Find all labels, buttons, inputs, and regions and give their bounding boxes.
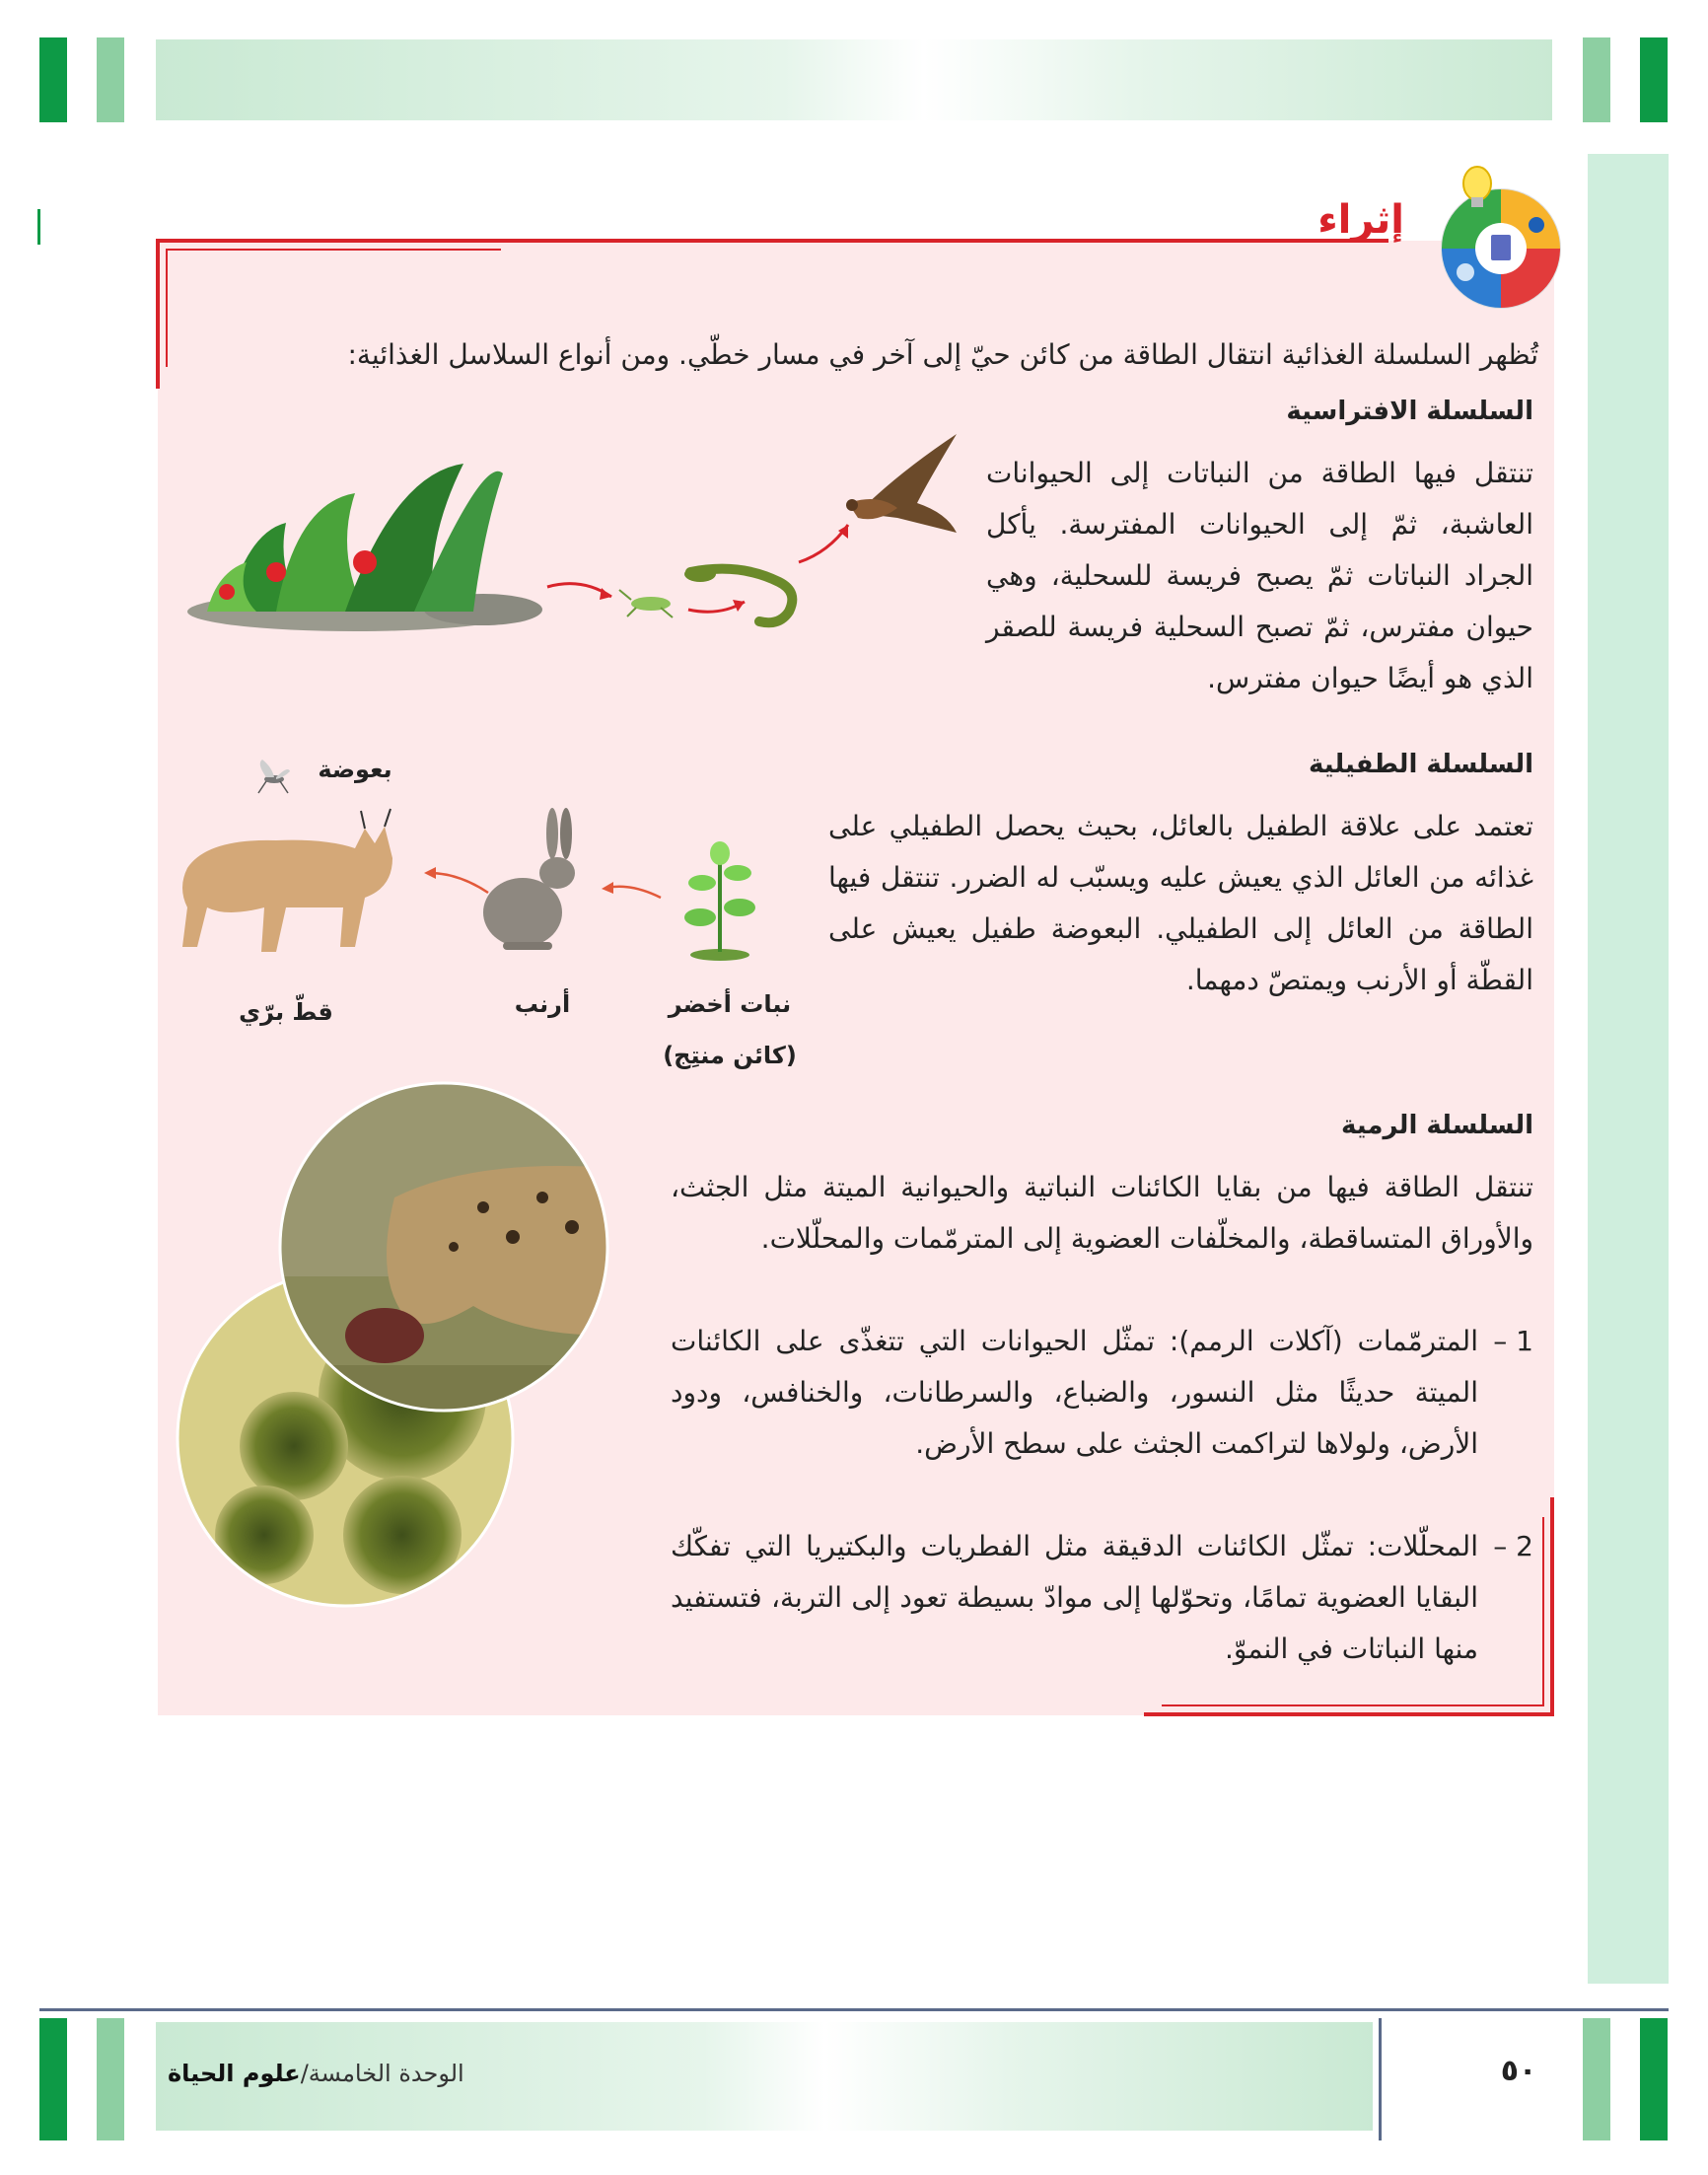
rabbit-icon bbox=[483, 808, 575, 950]
footer-bar-right-light bbox=[1583, 2018, 1610, 2140]
item-1-text: المترمّمات (آكلات الرمم): تمثّل الحيوانات التي تتغذّى على الكائنات الميتة حديثًا مثل النسور، والضباع، والسرطانات، والخنافس، ودود الأرض، ولولاها لتراكمت الجثث على سطح الأرض. bbox=[671, 1325, 1478, 1460]
frame-top-line bbox=[156, 239, 1388, 243]
frame-top-line-inner bbox=[166, 249, 501, 251]
footer-page-divider bbox=[1379, 2018, 1382, 2140]
header-band bbox=[156, 39, 1552, 120]
label-producer: (كائن منتِج) bbox=[663, 1042, 797, 1069]
page-number: ٥٠ bbox=[1500, 2054, 1537, 2088]
header-bar-right-dark bbox=[1640, 37, 1668, 122]
item-2-text: المحلّلات: تمثّل الكائنات الدقيقة مثل الفطريات والبكتيريا التي تفكّك البقايا العضوية تمامًا، وتحوّلها إلى موادّ بسيطة تعود إلى التربة، فتستفيد منها النباتات في النموّ. bbox=[671, 1530, 1478, 1665]
saprophytic-item-2 bbox=[671, 1521, 1533, 1675]
frame-left-line bbox=[156, 239, 160, 389]
label-mosquito: بعوضة bbox=[318, 756, 392, 783]
enrichment-title: إثراء bbox=[1317, 197, 1404, 243]
frame-right-line-inner bbox=[1542, 1517, 1544, 1704]
enrichment-icon bbox=[1406, 156, 1564, 314]
label-rabbit: أرنب bbox=[514, 990, 571, 1018]
parasitic-text: تعتمد على علاقة الطفيل بالعائل، بحيث يحصل الطفيلي على غذائه من العائل الذي يعيش عليه ويسبّب له الضرر. تنتقل فيها الطاقة من العائل إلى الطفيلي. البعوضة طفيل يعيش على القطّة أو الأرنب ويمتصّ دمهما. bbox=[828, 810, 1533, 996]
predatory-text: تنتقل فيها الطاقة من النباتات إلى الحيوانات العاشبة، ثمّ إلى الحيوانات المفترسة. يأكل الجراد النباتات ثمّ يصبح فريسة للسحلية، وهي حيوان مفترس، ثمّ تصبح السحلية فريسة للصقر الذي هو أيضًا حيوان مفترس. bbox=[986, 457, 1533, 694]
frame-left-line-inner bbox=[166, 249, 168, 367]
footer-unit: الوحدة الخامسة/ bbox=[300, 2060, 464, 2087]
footer-unit-title bbox=[168, 2060, 562, 2087]
green-plant-icon bbox=[684, 841, 755, 961]
frame-right-line bbox=[1550, 1497, 1554, 1716]
label-green-plant: نبات أخضر bbox=[668, 990, 792, 1018]
predatory-chain-illustration bbox=[168, 414, 957, 641]
item-1-number: 1 – bbox=[1493, 1325, 1533, 1357]
label-wild-cat: قطّ برّي bbox=[239, 998, 333, 1026]
footer-bar-right-dark bbox=[1640, 2018, 1668, 2140]
plants-icon bbox=[187, 464, 542, 631]
wild-cat-icon bbox=[182, 809, 392, 952]
margin-tick bbox=[37, 209, 40, 245]
hawk-icon bbox=[846, 434, 957, 533]
right-sidebar bbox=[1588, 154, 1669, 1984]
header-bar-left-light bbox=[97, 37, 124, 122]
lizard-icon bbox=[684, 566, 792, 622]
intro-text: تُظهر السلسلة الغذائية انتقال الطاقة من كائن حيّ إلى آخر في مسار خطّي. ومن أنواع السلاسل الغذائية: bbox=[347, 338, 1538, 371]
parasitic-title: السلسلة الطفيلية bbox=[1309, 750, 1533, 779]
parasitic-chain-illustration bbox=[168, 750, 799, 986]
item-2-number: 2 – bbox=[1493, 1530, 1533, 1562]
saprophytic-text: تنتقل الطاقة فيها من بقايا الكائنات النباتية والحيوانية الميتة مثل الجثث، والأوراق المتساقطة، والمخلّفات العضوية إلى المترمّمات والمحلّلات. bbox=[671, 1171, 1533, 1255]
header-bar-left-dark bbox=[39, 37, 67, 122]
footer-divider bbox=[39, 2008, 1669, 2011]
footer-subject: علوم الحياة bbox=[168, 2060, 301, 2087]
footer-bar-left-dark bbox=[39, 2018, 67, 2140]
header-bar-right-light bbox=[1583, 37, 1610, 122]
hyena-photo bbox=[276, 1079, 611, 1414]
saprophytic-item-1 bbox=[671, 1316, 1533, 1470]
mosquito-icon bbox=[258, 760, 290, 793]
frame-bottom-line-inner bbox=[1162, 1704, 1544, 1706]
grasshopper-icon bbox=[619, 590, 673, 617]
predatory-title: السلسلة الافتراسية bbox=[1286, 397, 1533, 426]
frame-bottom-line bbox=[1144, 1712, 1554, 1716]
saprophytic-title: السلسلة الرمية bbox=[1341, 1111, 1533, 1140]
footer-bar-left-light bbox=[97, 2018, 124, 2140]
